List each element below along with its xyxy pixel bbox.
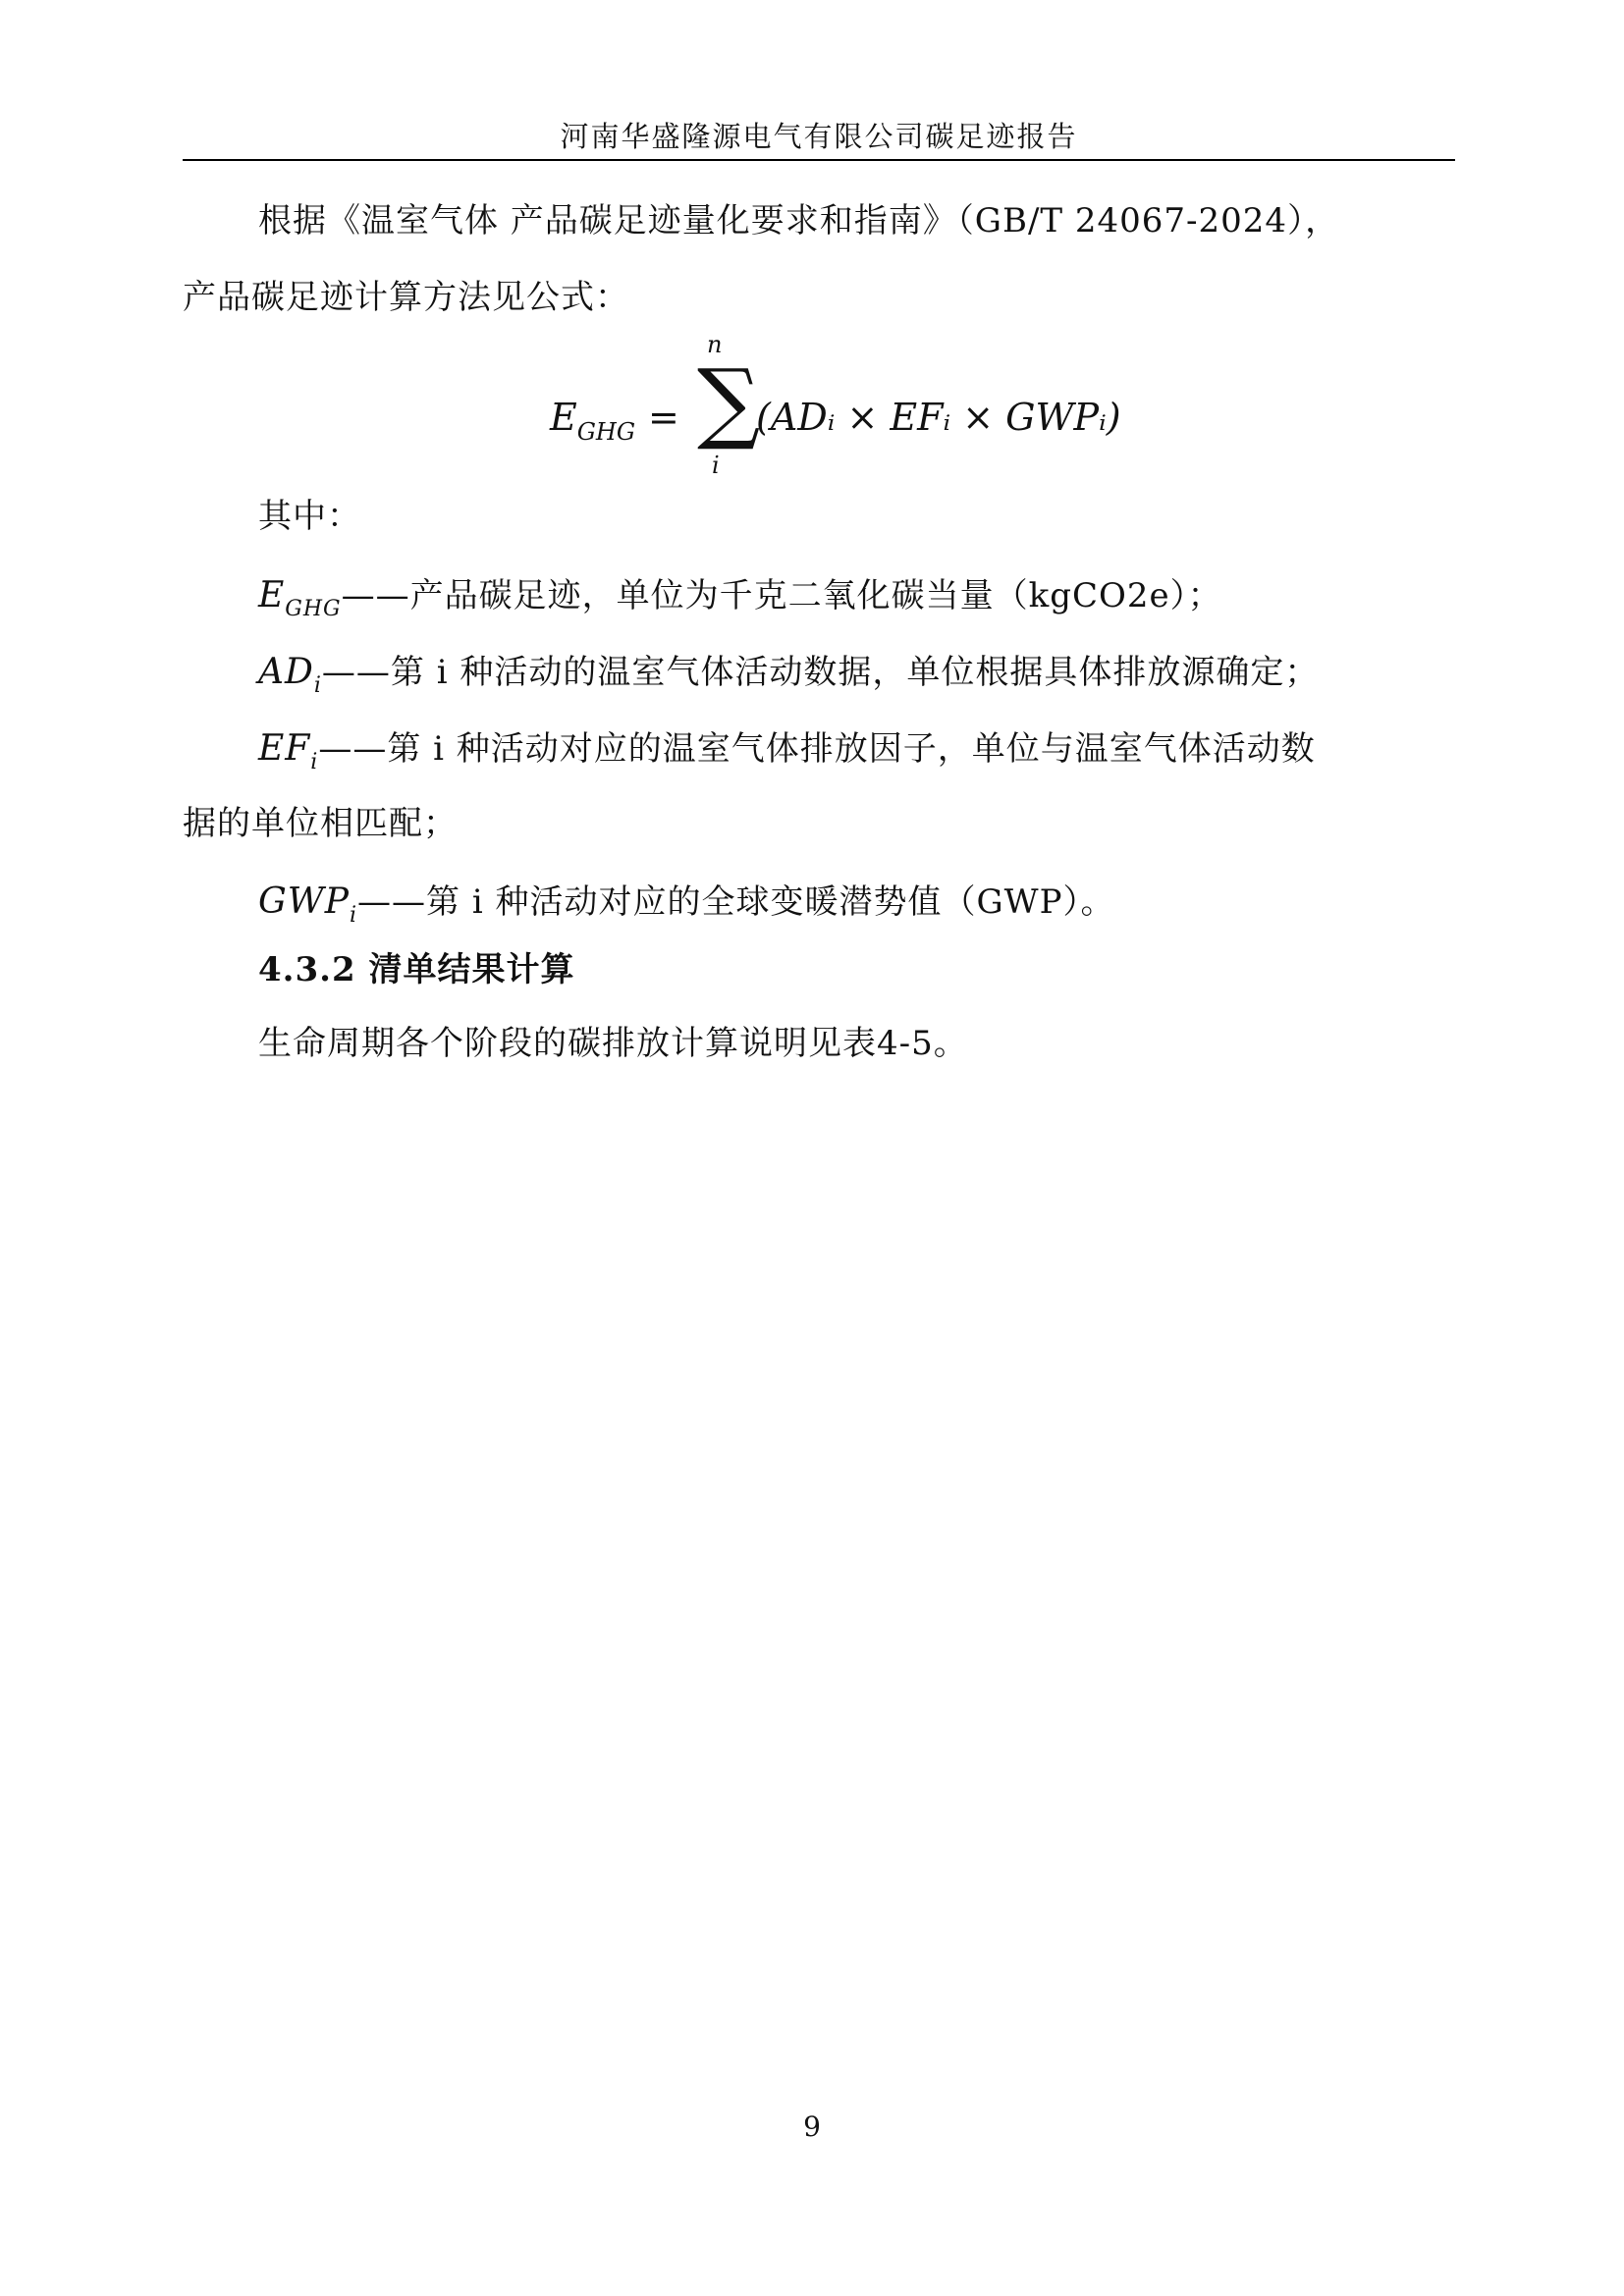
definition-subscript: i bbox=[313, 673, 322, 698]
definition-subscript: GHG bbox=[285, 597, 342, 621]
formula-lhs-subscript: GHG bbox=[576, 418, 636, 446]
definition-text: ——第 i 种活动对应的温室气体排放因子，单位与温室气体活动数 bbox=[318, 729, 1316, 769]
definition-text: ——第 i 种活动对应的全球变暖潜势值（GWP）。 bbox=[357, 882, 1115, 922]
formula-sigma: ∑ bbox=[697, 350, 761, 454]
definition-text: ——第 i 种活动的温室气体活动数据，单位根据具体排放源确定； bbox=[321, 653, 1320, 692]
section-heading: 4.3.2 清单结果计算 bbox=[258, 950, 575, 989]
definition-symbol: AD bbox=[258, 652, 314, 692]
carbon-footprint-formula bbox=[550, 331, 1121, 486]
definition-subscript: i bbox=[310, 750, 319, 774]
intro-line-2: 产品碳足迹计算方法见公式： bbox=[183, 278, 629, 317]
definition-ad bbox=[258, 651, 1531, 698]
header-divider bbox=[183, 159, 1455, 161]
formula-equals: = bbox=[648, 396, 679, 439]
formula-lhs bbox=[550, 396, 636, 446]
definition-symbol: GWP bbox=[258, 881, 350, 922]
formula-lhs-symbol: E bbox=[550, 396, 577, 439]
formula-sum-lower: i bbox=[712, 452, 720, 479]
page-header: 河南华盛隆源电气有限公司碳足迹报告 bbox=[560, 120, 1078, 153]
definition-symbol: E bbox=[258, 575, 286, 615]
formula-sum-upper: n bbox=[707, 331, 723, 358]
definition-gwp bbox=[258, 881, 1531, 928]
where-label: 其中： bbox=[258, 497, 361, 536]
formula-rhs: (ADᵢ × EFᵢ × GWPᵢ) bbox=[756, 396, 1121, 439]
section-text: 生命周期各个阶段的碳排放计算说明见表4-5。 bbox=[258, 1024, 968, 1063]
definition-text: ——产品碳足迹，单位为千克二氧化碳当量（kgCO2e）； bbox=[341, 576, 1222, 615]
definition-ef bbox=[258, 727, 1531, 774]
definition-ef-continued: 据的单位相匹配； bbox=[183, 804, 458, 843]
definition-eghg bbox=[258, 574, 1531, 621]
intro-line-1: 根据《温室气体 产品碳足迹量化要求和指南》（GB/T 24067-2024）， bbox=[258, 201, 1340, 240]
page-number: 9 bbox=[803, 2110, 821, 2143]
definition-symbol: EF bbox=[258, 728, 311, 769]
definition-subscript: i bbox=[349, 903, 358, 928]
